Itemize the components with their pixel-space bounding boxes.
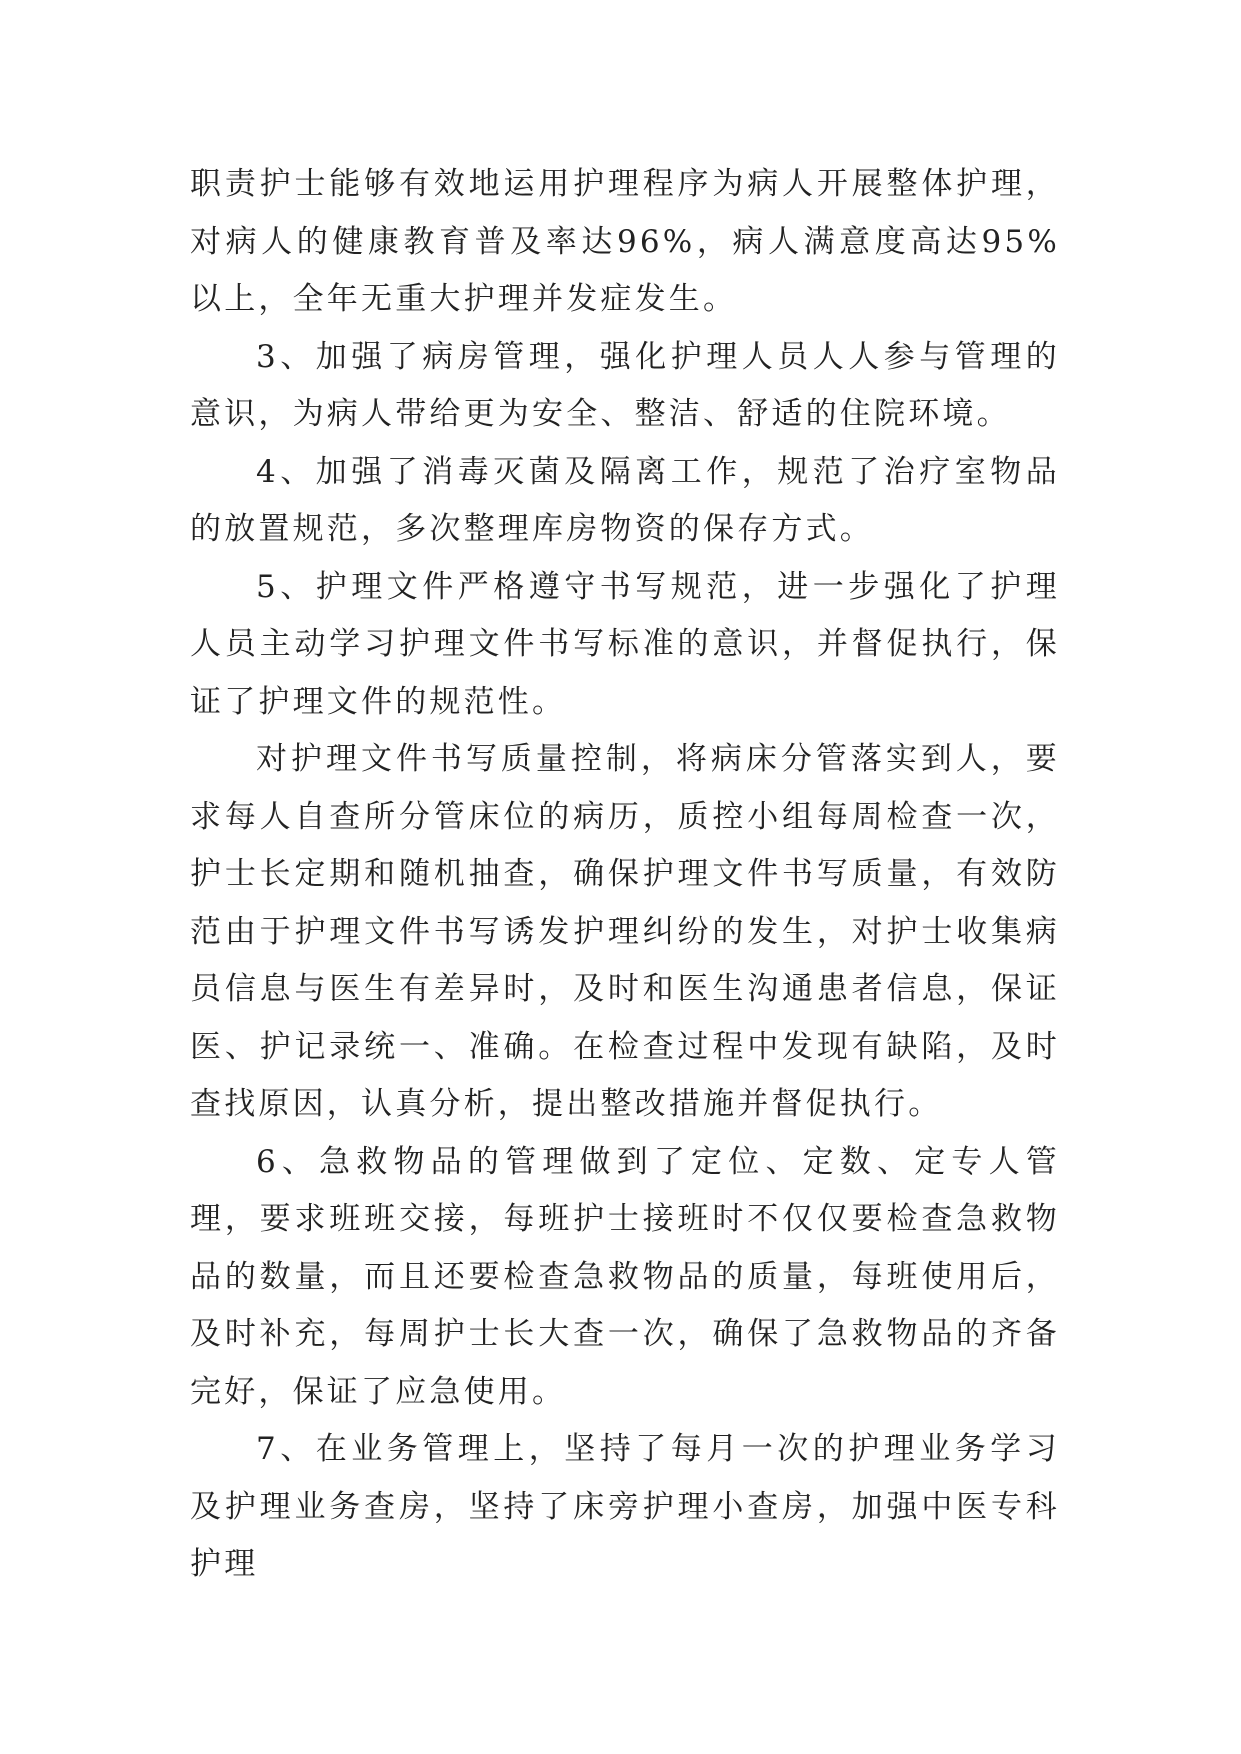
paragraph-1: 职责护士能够有效地运用护理程序为病人开展整体护理，对病人的健康教育普及率达96%，病人满意度高达95%以上，全年无重大护理并发症发生。 [190, 166, 1060, 317]
paragraph-6: 6、急救物品的管理做到了定位、定数、定专人管理，要求班班交接，每班护士接班时不仅仅要检查急救物品的数量，而且还要检查急救物品的质量，每班使用后，及时补充，每周护士长大查一次，确保了急救物品的齐备完好，保证了应急使用。 [190, 1143, 1060, 1410]
paragraph-2: 3、加强了病房管理，强化护理人员人人参与管理的意识，为病人带给更为安全、整洁、舒适的住院环境。 [190, 338, 1060, 432]
paragraph-7: 7、在业务管理上，坚持了每月一次的护理业务学习及护理业务查房，坚持了床旁护理小查房，加强中医专科护理 [190, 1431, 1060, 1582]
document-body [190, 156, 1060, 1594]
paragraph-5: 对护理文件书写质量控制，将病床分管落实到人，要求每人自查所分管床位的病历，质控小组每周检查一次，护士长定期和随机抽查，确保护理文件书写质量，有效防范由于护理文件书写诱发护理纠纷的发生，对护士收集病员信息与医生有差异时，及时和医生沟通患者信息，保证医、护记录统一、准确。在检查过程中发现有缺陷，及时查找原因，认真分析，提出整改措施并督促执行。 [190, 741, 1060, 1122]
paragraph-3: 4、加强了消毒灭菌及隔离工作，规范了治疗室物品的放置规范，多次整理库房物资的保存方式。 [190, 453, 1060, 547]
paragraph-4: 5、护理文件严格遵守书写规范，进一步强化了护理人员主动学习护理文件书写标准的意识，并督促执行，保证了护理文件的规范性。 [190, 568, 1060, 720]
